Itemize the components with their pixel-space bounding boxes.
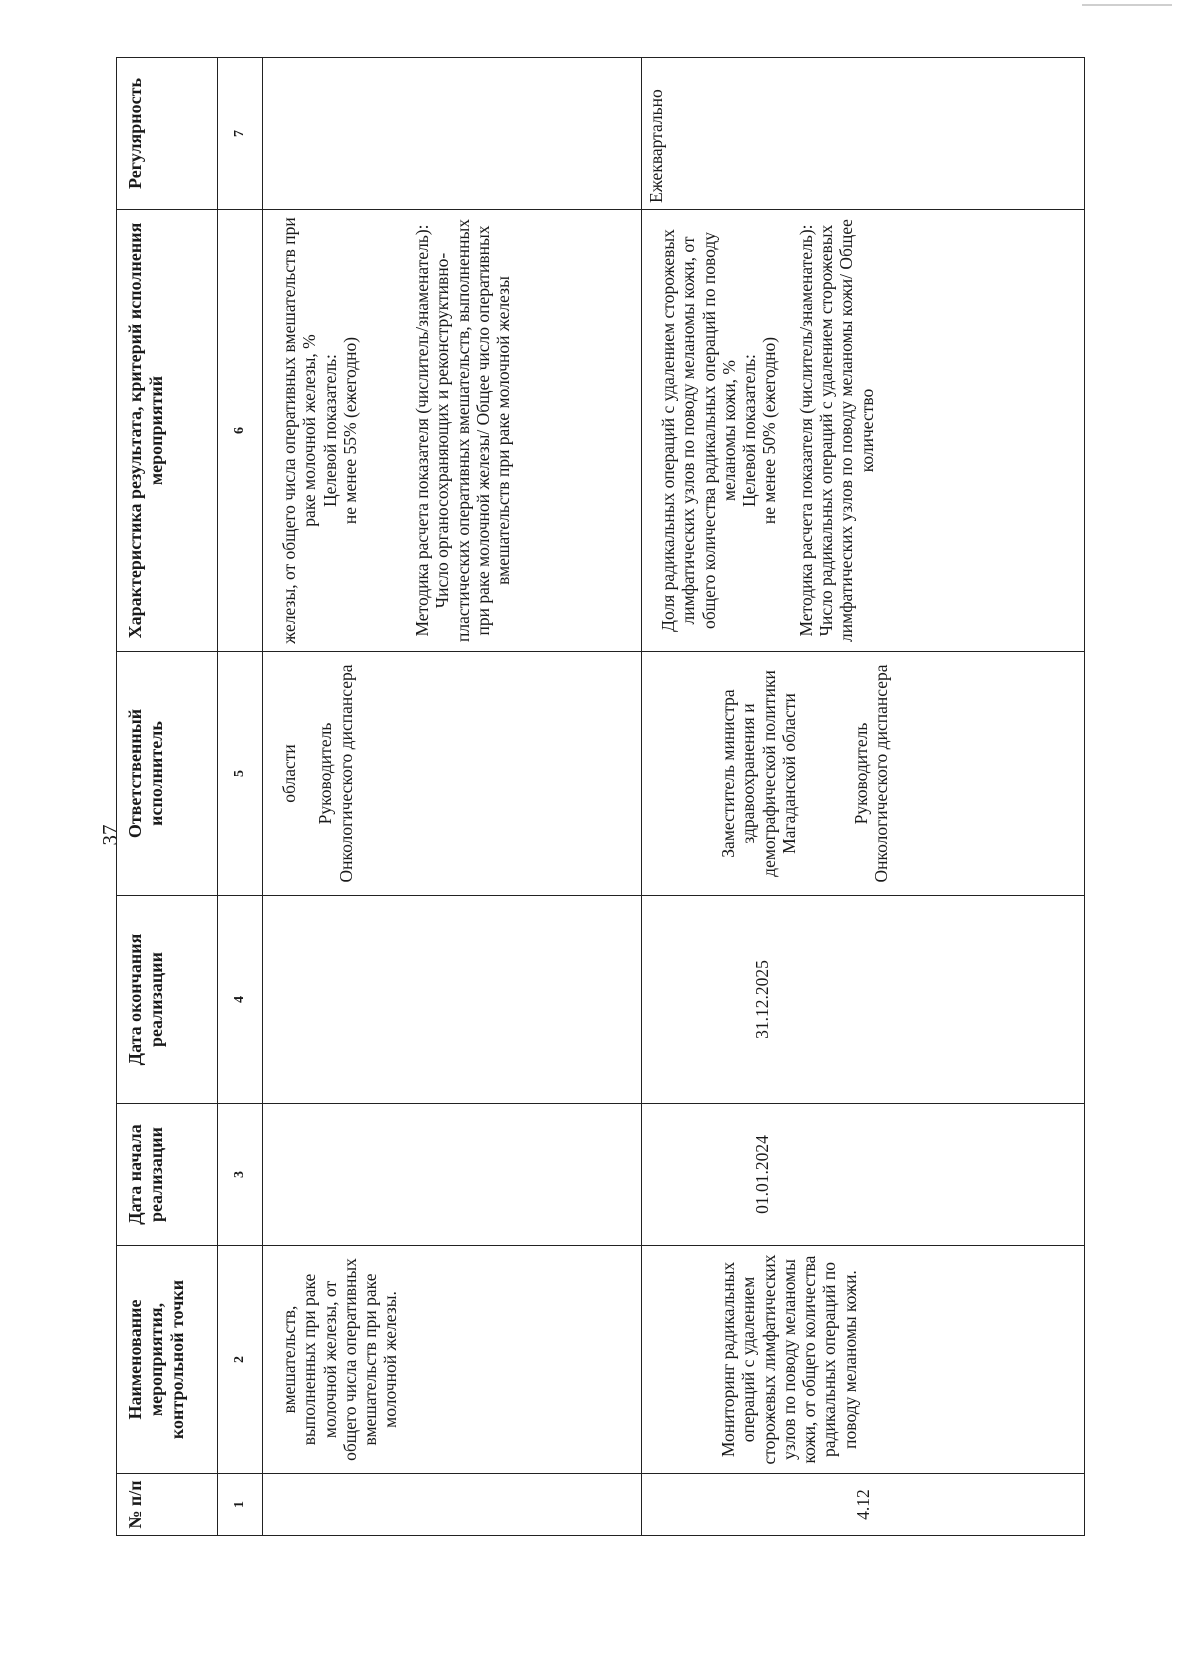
result-target-label: Целевой показатель: (319, 354, 340, 507)
method-text: Число радикальных операций с удалением сторожевых лимфатических узлов по поводу меланомы кожи/ Общее количество (816, 219, 877, 642)
responsible-line: области (279, 744, 299, 803)
column-number: 6 (218, 210, 263, 652)
responsible-line: Руководитель Онкологического диспансера (315, 664, 356, 883)
responsible-cell (642, 652, 1085, 896)
row-number-cell: 4.12 (642, 1474, 1085, 1536)
header-responsible: Ответственный исполнитель (117, 652, 218, 896)
end-date-cell: 31.12.2025 (642, 896, 1085, 1104)
responsible-line: Заместитель министра здравоохранения и демографической политики Магаданской области (718, 670, 799, 877)
responsible-line: Руководитель Онкологического диспансера (851, 664, 892, 883)
result-target-value: не менее 50% (ежегодно) (759, 336, 780, 525)
page-number: 37 (98, 824, 122, 846)
result-intro: Доля радикальных операций с удалением сторожевых лимфатических узлов по поводу меланомы кожи, от общего количества радикальных операций по поводу меланомы кожи, % (658, 229, 739, 632)
result-cell (642, 210, 1085, 652)
header-regularity: Регулярность (117, 58, 218, 210)
table-header-row (117, 58, 218, 1536)
table-row-4-12 (642, 58, 1085, 1536)
header-start-date: Дата начала реализации (117, 1104, 218, 1246)
table-row-continued (263, 58, 642, 1536)
method-title: Методика расчета показателя (числитель/знаменатель): (795, 224, 816, 637)
scan-edge-mark (1082, 0, 1172, 6)
column-number-row (218, 58, 263, 1536)
event-name-cell (263, 1246, 642, 1474)
header-name: Наименование мероприятия, контрольной точки (117, 1246, 218, 1474)
method-title: Методика расчета показателя (числитель/знаменатель): (412, 224, 433, 637)
result-target-value: не менее 55% (ежегодно) (339, 336, 360, 525)
start-date-cell: 01.01.2024 (642, 1104, 1085, 1246)
responsible-cell (263, 652, 642, 896)
event-name: Мониторинг радикальных операций с удалением сторожевых лимфатических узлов по поводу меланомы кожи, от общего количества радикальных операций по поводу меланомы кожи. (718, 1254, 860, 1465)
event-name: вмешательств, выполненных при раке молочной железы, от общего числа оперативных вмешательств при раке молочной железы. (279, 1258, 401, 1461)
regularity-cell: Ежеквартально (642, 58, 1085, 210)
rotated-table-frame (116, 58, 1064, 1536)
method-text: Число органосохраняющих и реконструктивно-пластических оперативных вмешательств, выполненных при раке молочной железы/ Общее число оперативных вмешательств при раке молочной железы (432, 218, 514, 643)
header-number: № п/п (117, 1474, 218, 1536)
header-result: Характеристика результата, критерий исполнения мероприятий (117, 210, 218, 652)
column-number: 5 (218, 652, 263, 896)
event-name-cell (642, 1246, 1085, 1474)
column-number: 2 (218, 1246, 263, 1474)
column-number: 7 (218, 58, 263, 210)
events-table (116, 57, 1085, 1536)
column-number: 3 (218, 1104, 263, 1246)
row-number-cell (263, 1474, 642, 1536)
result-cell (263, 210, 642, 652)
column-number: 4 (218, 896, 263, 1104)
rotated-table-holder (116, 58, 1064, 1536)
start-date-cell (263, 1104, 642, 1246)
result-target-label: Целевой показатель: (739, 354, 760, 507)
end-date-cell (263, 896, 642, 1104)
header-end-date: Дата окончания реализации (117, 896, 218, 1104)
regularity-cell (263, 58, 642, 210)
column-number: 1 (218, 1474, 263, 1536)
result-intro: железы, от общего числа оперативных вмешательств при раке молочной железы, % (279, 217, 320, 644)
